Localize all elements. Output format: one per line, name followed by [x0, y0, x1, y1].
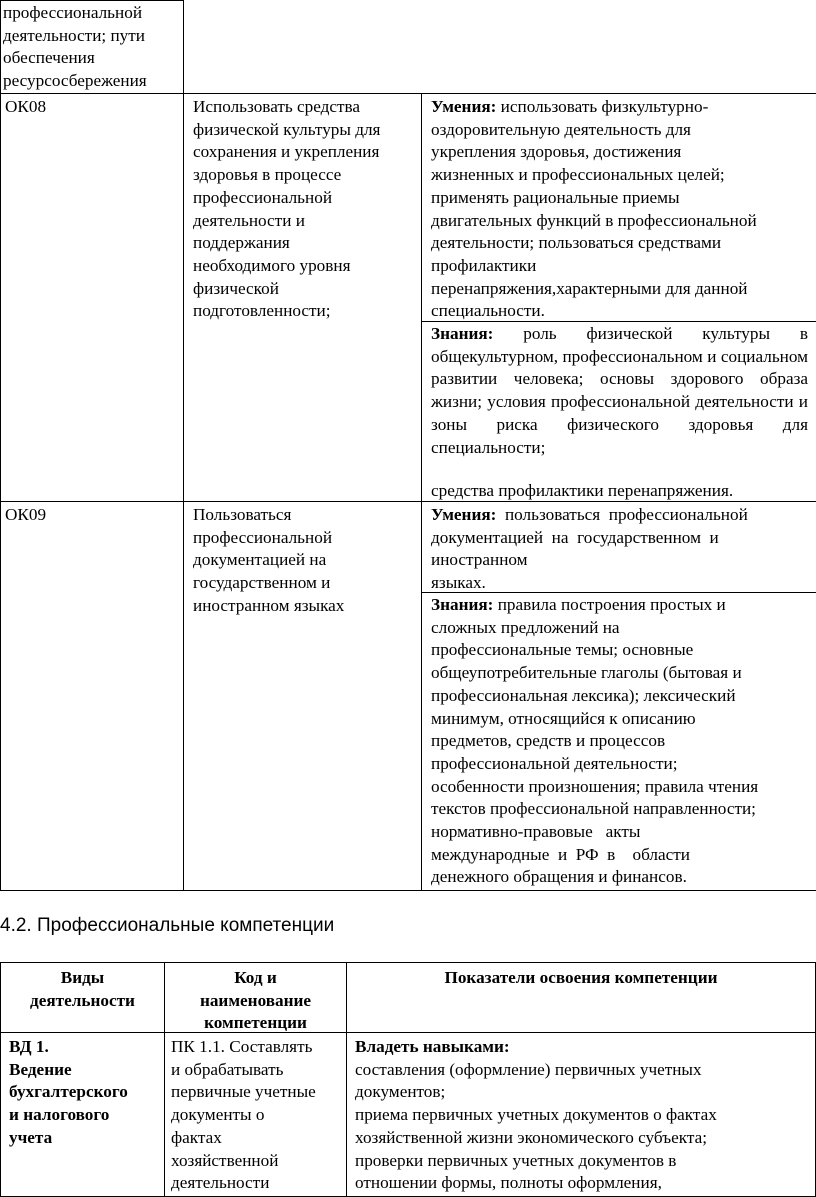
table1-col1-divider — [183, 0, 184, 890]
ok08-skills-label: Умения: — [431, 97, 497, 116]
table1-top-border — [0, 0, 184, 1]
table2-header-divider — [0, 1032, 816, 1033]
table2-indicators-text: составления (оформление) первичных учетных документов; приема первичных учетных документов о фактах хозяйственной жизни экономического субъекта; проверки первичных учетных документов в отношении формы, полноты оформления, — [355, 1059, 717, 1193]
ok09-code: ОК09 — [5, 505, 47, 524]
ok08-knowledge — [431, 323, 808, 459]
ok08-code: ОК08 — [5, 97, 47, 116]
carryover-cell-text: профессиональной деятельности; пути обеспечения ресурсосбережения — [3, 3, 147, 91]
section-heading: 4.2. Профессиональные компетенции — [0, 915, 335, 936]
ok09-knowledge-text: правила построения простых и сложных предложений на профессиональные темы; основные общеупотребительные глаголы (бытовая и профессиональная лексика); лексический минимум, относящийся к описанию предметов, средств и процессов профессиональной деятельности; особенности произношения; правила чтения текстов профессиональной направленности; нормативно-правовые акты международные и РФ в области денежного обращения и финансов. — [431, 595, 759, 887]
table2-top-border — [0, 962, 816, 963]
ok08-knowledge-text-2: средства профилактики перенапряжения. — [431, 481, 734, 500]
table2-indicators — [355, 1036, 813, 1195]
table2-activity: ВД 1. Ведение бухгалтерского и налогового учета — [9, 1037, 128, 1147]
ok08-knowledge-text: роль физической культуры в общекультурном, профессиональном и социальном развитии человека; основы здорового образа жизни; условия профессиональной деятельности и зоны риска физического здоровья для специальности; — [431, 324, 808, 457]
table1-col2-divider — [421, 93, 422, 890]
table1-left-border — [0, 0, 1, 890]
table2-header-code-name: Код и наименование компетенции — [199, 968, 312, 1033]
table2-header-activities: Виды деятельности — [30, 968, 135, 1010]
ok09-knowledge-label: Знания: — [431, 595, 494, 614]
ok09-skills-text: пользоваться профессиональной документацией на государственном и иностранном языках. — [431, 505, 748, 593]
table2-competence: ПК 1.1. Составлять и обрабатывать первичные учетные документы о фактах хозяйственной деятельности — [171, 1037, 316, 1193]
ok08-name: Использовать средства физической культуры для сохранения и укрепления здоровья в процессе профессиональной деятельности и поддержания необходимого уровня физической подготовленности; — [193, 97, 381, 321]
table1-bottom-border — [0, 890, 816, 891]
ok08-skills — [431, 96, 814, 323]
table2-header-indicators: Показатели освоения компетенции — [444, 968, 718, 987]
table2-col2-divider — [346, 962, 347, 1197]
table2-indicators-label: Владеть навыками: — [355, 1037, 510, 1056]
ok08-skills-text: использовать физкультурно- оздоровительную деятельность для укрепления здоровья, достижения жизненных и профессиональных целей; применять рациональные приемы двигательных функций в профессиональной деятельности; пользоваться средствами профилактики перенапряжения,характерными для данной специальности. — [431, 97, 757, 321]
ok09-skills — [431, 504, 814, 595]
ok09-name: Пользоваться профессиональной документацией на государственном и иностранном языках — [193, 505, 345, 615]
table1-row-divider — [0, 93, 816, 94]
ok09-knowledge — [431, 594, 814, 889]
ok09-skills-label: Умения: — [431, 505, 497, 524]
ok08-knowledge-label: Знания: — [431, 324, 494, 343]
